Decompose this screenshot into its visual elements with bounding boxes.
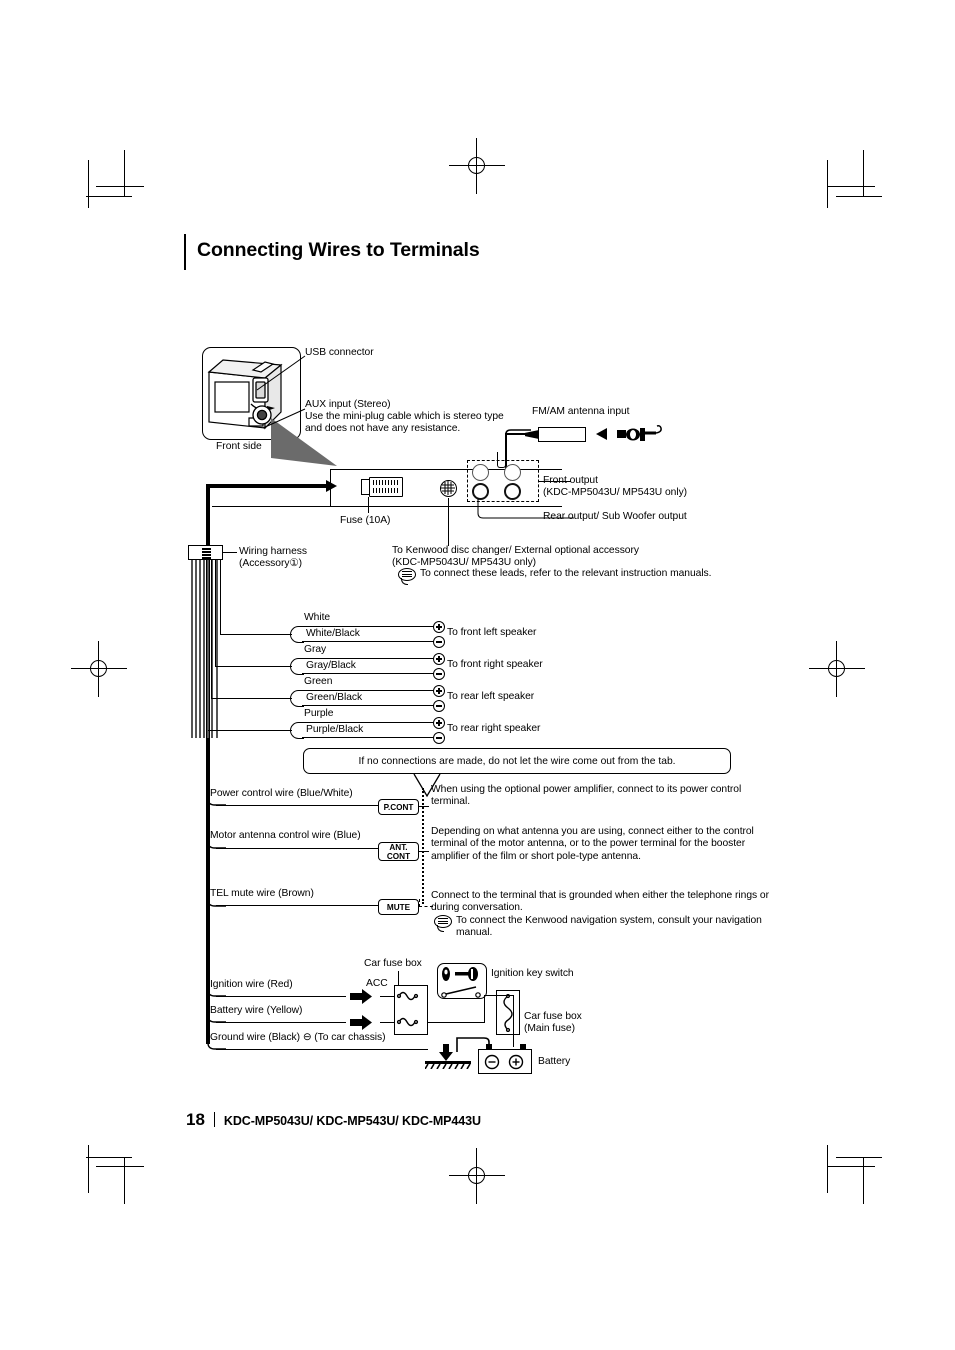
disc-changer-line2: (KDC-MP5043U/ MP543U only) [392,557,537,568]
speaker-top-wire-2: Green [304,676,333,687]
speaker-bottom-wire-1: Gray/Black [306,660,356,671]
ignition-wire-arrow-icon [350,989,372,1009]
navigation-manual-note: To connect the Kenwood navigation system, consult your navigation manual. [456,915,762,939]
speaker-plus-2 [433,685,445,697]
power-control-wire-bend [206,783,226,814]
speaker-bottom-wire-3: Purple/Black [306,724,364,735]
front-side-label: Front side [216,441,262,452]
disc-changer-leader-line [448,498,449,546]
battery-negative-lead [455,1036,499,1057]
fuse-to-key-riser [484,995,485,1023]
registration-mark-left [85,655,113,683]
front-output-right-jack [504,464,521,481]
key-switch-out-line [484,995,514,996]
speaker-destination-3: To rear right speaker [447,723,541,734]
aux-input-title: AUX input (Stereo) [305,399,391,410]
battery-wire-label: Battery wire (Yellow) [210,1005,303,1016]
speaker-tap-drop-0 [220,560,221,635]
speaker-tap-1 [215,666,292,667]
tel-mute-wire-bend [206,884,226,915]
motor-antenna-wire-line [216,848,378,849]
fm-am-antenna-label: FM/AM antenna input [532,406,630,417]
speaker-bottom-line-2 [302,705,434,706]
fuse-leader-line [368,497,369,513]
speaker-bottom-line-1 [302,673,434,674]
ground-wire-label: Ground wire (Black) ⊖ (To car chassis) [210,1032,386,1043]
harness-label-line2: (Accessory①) [239,558,302,569]
fuse-connector-illustration [361,477,403,497]
p-cont-tab-label: P.CONT [383,802,414,812]
tel-mute-wire-description: Connect to the terminal that is grounded when either the telephone rings or during conversation. [431,890,769,914]
ignition-key-icon [441,966,483,987]
speaker-minus-3 [433,732,445,744]
aux-leader-line [258,407,308,436]
speaker-top-wire-3: Purple [304,708,334,719]
speaker-top-wire-1: Gray [304,644,327,655]
antenna-insert-arrow-icon [596,428,607,440]
battery-wire-line [216,1022,346,1023]
acc-label: ACC [366,978,388,989]
harness-label-line1: Wiring harness [239,546,307,557]
speaker-minus-0 [433,636,445,648]
ant-cont-tab-label-line1: ANT. [389,842,408,852]
page-title: Connecting Wires to Terminals [197,239,480,261]
footer-divider [214,1112,215,1127]
power-control-wire-description: When using the optional power amplifier, connect to its power control terminal. [431,784,742,808]
registration-mark-top [463,152,491,180]
registration-mark-right [823,655,851,683]
speaker-minus-2 [433,700,445,712]
usb-connector-label: USB connector [305,347,374,358]
speaker-bottom-line-3 [302,737,434,738]
speaker-destination-1: To front right speaker [447,659,543,670]
rear-output-label: Rear output/ Sub Woofer output [543,511,687,522]
mute-tab [378,899,419,915]
power-control-wire-label: Power control wire (Blue/White) [210,788,353,799]
speaker-plus-3 [433,717,445,729]
page-footer [186,1110,481,1130]
antenna-plug-body [538,427,586,442]
page-number: 18 [186,1110,205,1129]
ant-cont-tick [419,851,429,852]
speaker-bottom-wire-0: White/Black [306,628,360,639]
speaker-plus-0 [433,621,445,633]
disc-changer-port-icon [440,480,457,497]
front-output-left-jack [472,464,489,481]
car-fuse-box-label: Car fuse box [364,958,422,969]
disc-changer-note: To connect these leads, refer to the relevant instruction manuals. [420,568,712,579]
speaker-tap-2 [211,698,292,699]
antenna-cable-bend [503,428,533,447]
battery-positive-terminal [520,1044,526,1050]
car-fuse-box-main-fuse [499,994,518,1037]
harness-leader-line [223,552,237,553]
ignition-wire-label: Ignition wire (Red) [210,979,293,990]
disc-changer-line1: To Kenwood disc changer/ External optional accessory [392,545,639,556]
usb-leader-line [248,352,308,397]
ignition-key-switch-label: Ignition key switch [491,968,574,979]
front-output-label-line2: (KDC-MP5043U/ MP543U only) [543,487,688,498]
ground-wire-line [216,1049,428,1050]
speaker-plus-1 [433,653,445,665]
front-output-label-line1: Front output [543,475,598,486]
tel-mute-wire-label: TEL mute wire (Brown) [210,888,314,899]
main-fuse-to-battery-line [513,1035,514,1047]
tel-mute-wire-line [216,905,378,906]
ignition-wire-line [216,996,346,997]
navigation-manual-book-icon [434,915,454,930]
p-cont-tick [419,806,429,807]
speaker-destination-2: To rear left speaker [447,691,535,702]
speaker-tap-drop-2 [211,560,212,699]
title-rule [184,234,186,270]
aux-input-note: Use the mini-plug cable which is stereo type and does not have any resistance. [305,411,504,435]
ant-cont-tab-label-line2: CONT [386,851,411,861]
mute-tab-label: MUTE [386,902,411,912]
motor-antenna-wire-bend [206,826,226,857]
tab-note-text: If no connections are made, do not let the wire come out from the tab. [358,755,676,767]
antenna-cable-end [617,424,667,451]
ant-cont-tab [378,842,419,861]
fuse-label: Fuse (10A) [340,515,391,526]
speaker-bottom-wire-2: Green/Black [306,692,363,703]
battery-label: Battery [538,1056,571,1067]
fuse-connector-pins [373,480,400,494]
speaker-destination-0: To front left speaker [447,627,537,638]
car-fuse-box-fuses [396,987,426,1038]
speaker-tap-3 [208,730,292,731]
footer-model-list: KDC-MP5043U/ KDC-MP543U/ KDC-MP443U [223,1114,481,1128]
motor-antenna-wire-description: Depending on what antenna you are using, connect either to the control terminal of the motor antenna, or to the power terminal for the booster amplifier of the film or short pole-type antenna. [431,826,754,862]
battery-polarity-icons [484,1054,528,1075]
tab-note-box [303,748,731,774]
ignition-switch-contacts [440,985,484,1004]
ground-wire-bend [206,1027,226,1058]
p-cont-tab [378,799,419,815]
speaker-minus-1 [433,668,445,680]
car-fuse-box-leader [398,971,399,985]
power-control-wire-line [216,805,378,806]
wiring-harness-connector [188,545,223,560]
speaker-tap-drop-1 [215,560,216,667]
harness-insert-arrow-icon [326,480,337,492]
car-fuse-box-main-label-line2: (Main fuse) [524,1023,575,1034]
speaker-bottom-line-0 [302,641,434,642]
motor-antenna-wire-label: Motor antenna control wire (Blue) [210,830,361,841]
fuse-to-key-line [428,1022,484,1023]
power-wire-thick-horizontal [206,484,326,488]
registration-mark-bottom [463,1162,491,1190]
speaker-top-wire-0: White [304,612,331,623]
manual-book-icon [398,568,418,583]
speaker-tap-0 [220,634,292,635]
car-fuse-box-main-label-line1: Car fuse box [524,1011,582,1022]
